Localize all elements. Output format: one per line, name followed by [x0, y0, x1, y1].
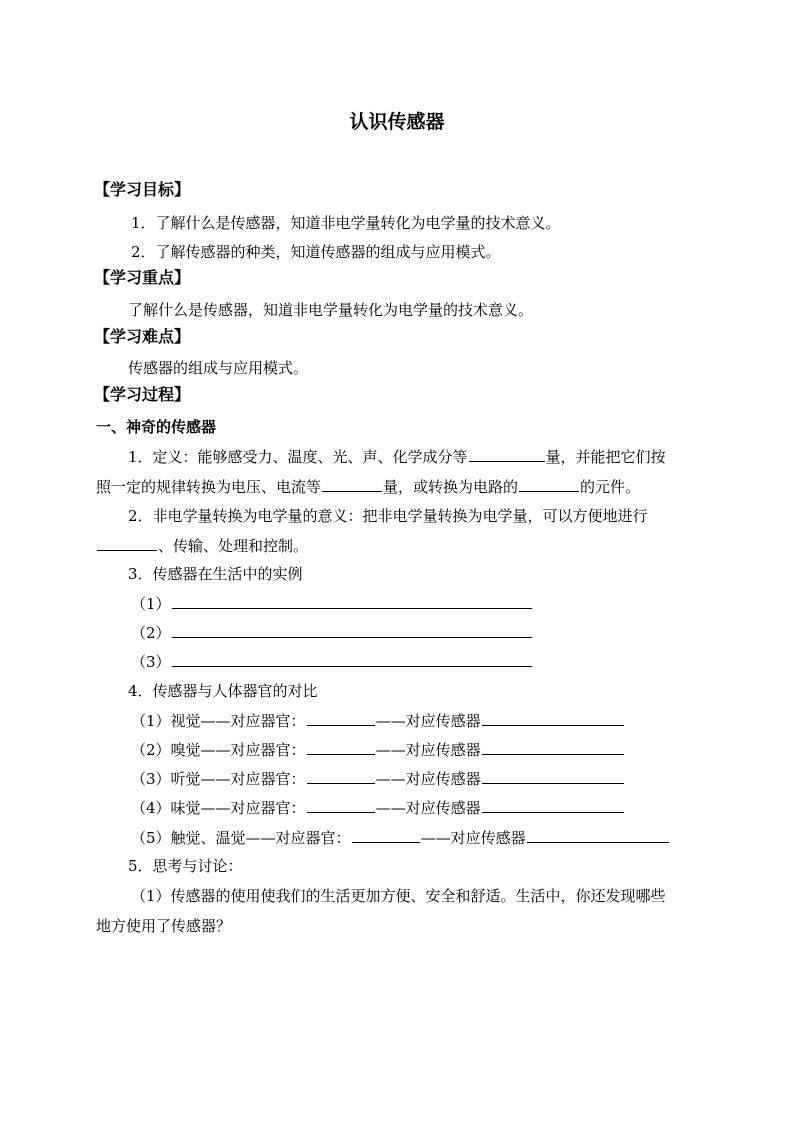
q2-line1: 2．非电学量转换为电学量的意义：把非电学量转换为电学量，可以方便地进行 [128, 507, 648, 525]
q3-item-3 [131, 651, 533, 672]
q4-row-1 [131, 710, 625, 731]
q4-sensor-text: ——对应传感器 [375, 712, 481, 730]
q4-row-label: （5）触觉、温觉 [131, 829, 246, 847]
q3-blank-3[interactable] [172, 651, 532, 667]
q5-line2: 地方使用了传感器？ [96, 917, 232, 935]
part1-title: 一、神奇的传感器 [96, 418, 217, 436]
q5-title: 5．思考与讨论： [128, 857, 243, 875]
q4-organ-blank-5[interactable] [352, 827, 420, 843]
focus-text: 了解什么是传感器，知道非电学量转化为电学量的技术意义。 [128, 301, 534, 319]
q4-row-5 [131, 827, 670, 848]
q4-organ-blank-3[interactable] [307, 768, 375, 784]
q1-text-d: 量，或转换为电路的 [383, 478, 519, 496]
q4-row-2 [131, 739, 625, 760]
q4-title: 4．传感器与人体器官的对比 [128, 682, 318, 700]
q4-organ-blank-2[interactable] [307, 739, 375, 755]
q2-blank[interactable] [97, 535, 157, 551]
q4-sensor-blank-4[interactable] [482, 797, 624, 813]
q1-blank-1[interactable] [469, 446, 545, 462]
q1-text-e: 的元件。 [580, 478, 641, 496]
q4-sensor-blank-5[interactable] [527, 827, 669, 843]
q4-sensor-text: ——对应传感器 [375, 799, 481, 817]
q4-row-3 [131, 768, 625, 789]
q1-text-c: 照一定的规律转换为电压、电流等 [96, 478, 322, 496]
q3-item-2 [131, 622, 533, 643]
q4-sensor-text: ——对应传感器 [375, 770, 481, 788]
q4-row-label: （3）听觉 [131, 770, 201, 788]
q4-organ-text: ——对应器官： [200, 741, 306, 759]
q4-organ-blank-1[interactable] [307, 710, 375, 726]
q3-blank-2[interactable] [172, 622, 532, 638]
q4-sensor-blank-3[interactable] [482, 768, 624, 784]
goal-item-2: 2．了解传感器的种类，知道传感器的组成与应用模式。 [131, 243, 501, 261]
difficulty-heading: 【学习难点】 [94, 327, 191, 346]
q4-organ-text: ——对应器官： [200, 712, 306, 730]
q1-text-a: 1．定义：能够感受力、温度、光、声、化学成分等 [128, 448, 468, 466]
q4-sensor-text: ——对应传感器 [375, 741, 481, 759]
q3-item-label: （1） [131, 595, 171, 613]
q3-item-1 [131, 593, 533, 614]
q3-item-label: （3） [131, 653, 171, 671]
q4-sensor-blank-1[interactable] [482, 710, 624, 726]
q3-title: 3．传感器在生活中的实例 [128, 565, 303, 583]
q4-row-label: （4）味觉 [131, 799, 201, 817]
q1-line2 [96, 476, 640, 497]
q1-blank-2[interactable] [322, 476, 382, 492]
q1-text-b: 量，并能把它们按 [545, 448, 666, 466]
q4-row-4 [131, 797, 625, 818]
q3-blank-1[interactable] [172, 593, 532, 609]
q2-line2 [96, 535, 308, 556]
process-heading: 【学习过程】 [94, 385, 191, 404]
q4-row-label: （1）视觉 [131, 712, 201, 730]
q1-blank-3[interactable] [519, 476, 579, 492]
focus-heading: 【学习重点】 [94, 268, 191, 287]
page-title: 认识传感器 [349, 111, 445, 133]
goals-heading: 【学习目标】 [94, 180, 191, 199]
q4-organ-text: ——对应器官： [245, 829, 351, 847]
goal-item-1: 1．了解什么是传感器，知道非电学量转化为电学量的技术意义。 [131, 214, 561, 232]
q2-text-b: 、传输、处理和控制。 [158, 537, 309, 555]
difficulty-text: 传感器的组成与应用模式。 [128, 359, 309, 377]
q4-sensor-text: ——对应传感器 [420, 829, 526, 847]
q5-line1: （1）传感器的使用使我们的生活更加方便、安全和舒适。生活中，你还发现哪些 [131, 887, 666, 905]
q4-organ-blank-4[interactable] [307, 797, 375, 813]
q1-line1 [128, 446, 666, 467]
q4-sensor-blank-2[interactable] [482, 739, 624, 755]
q4-row-label: （2）嗅觉 [131, 741, 201, 759]
q4-organ-text: ——对应器官： [200, 770, 306, 788]
q3-item-label: （2） [131, 624, 171, 642]
q4-organ-text: ——对应器官： [200, 799, 306, 817]
